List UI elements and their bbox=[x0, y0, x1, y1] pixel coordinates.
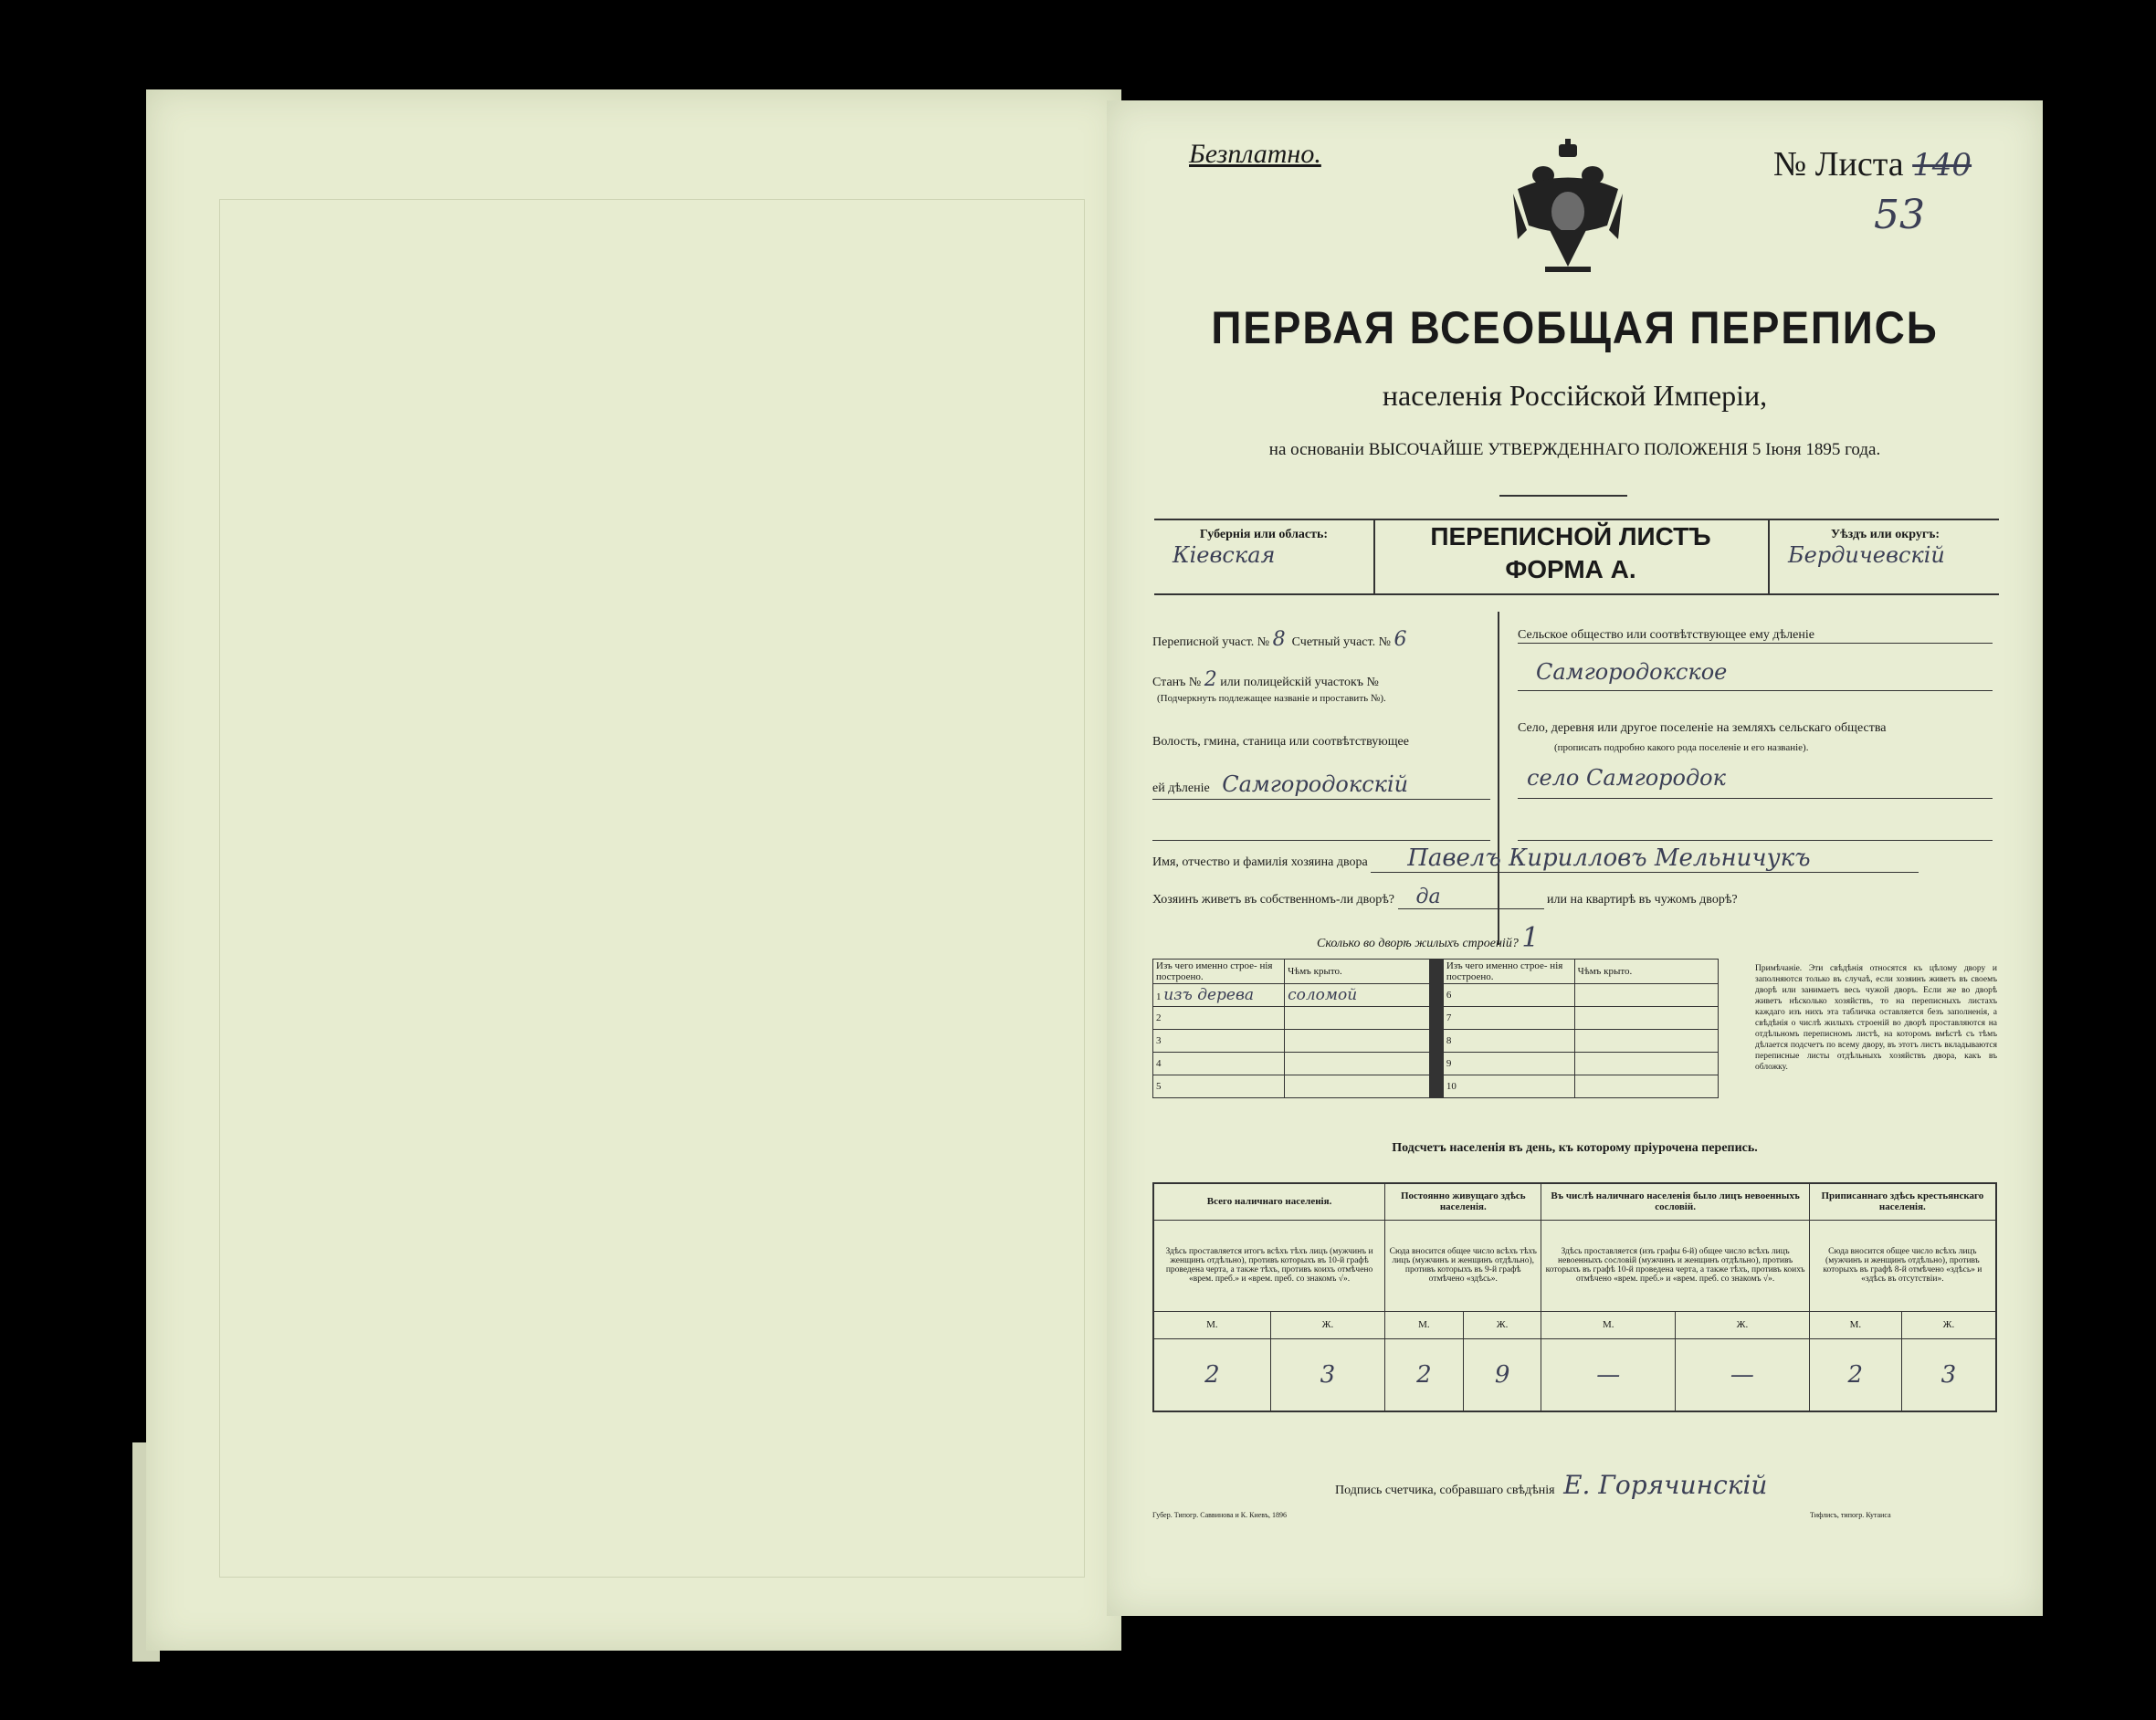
pop-values-row bbox=[1153, 1338, 1996, 1411]
census-title: ПЕРВАЯ ВСЕОБЩАЯ ПЕРЕПИСЬ bbox=[1211, 302, 1939, 353]
volost-value: Самгородокскій bbox=[1222, 771, 1409, 797]
volost-field: ей дѣленіе Самгородокскій bbox=[1152, 771, 1490, 800]
pop-total-f: 3 bbox=[1270, 1338, 1384, 1411]
uezd-value: Бердичевскій bbox=[1788, 542, 1945, 568]
uchastok-field: Переписной участ. № 8 Счетный участ. № 6 bbox=[1152, 628, 1407, 651]
pop-desc-permanent: Сюда вносится общее число всѣхъ тѣхъ лицъ (мужчинъ и женщинъ отдѣльно), противъ которыхъ въ 9-й графѣ отмѣчено «здѣсь». bbox=[1385, 1220, 1541, 1311]
material-header-2: Изъ чего именно строе- нія построено. bbox=[1443, 960, 1574, 984]
signature-value: Е. Горячинскій bbox=[1563, 1470, 1768, 1500]
sheet-number-label: № Листа 140 bbox=[1773, 145, 1972, 184]
roof-header-2: Чѣмъ крыто. bbox=[1574, 960, 1718, 984]
obshchestvo-label: Сельское общество или соотвѣтствующее ему дѣленіе bbox=[1518, 628, 1993, 644]
f-label: Ж. bbox=[1901, 1311, 1996, 1338]
pop-total-m: 2 bbox=[1153, 1338, 1270, 1411]
form-heading: ПЕРЕПИСНОЙ ЛИСТЪ bbox=[1430, 522, 1711, 551]
left-page-faint-frame bbox=[219, 199, 1085, 1578]
buildings-field: Сколько во дворѣ жилыхъ строеній? 1 bbox=[1317, 922, 1540, 954]
schet-value: 6 bbox=[1394, 628, 1407, 651]
population-title: Подсчетъ населенія въ день, къ которому пріурочена перепись. bbox=[1392, 1141, 1758, 1155]
pop-head-nonmilitary: Въ числѣ наличнаго населенія было лицъ невоенныхъ сословій. bbox=[1541, 1183, 1809, 1220]
uezd-cell bbox=[1768, 520, 2001, 593]
stan-field: Станъ № 2 или полицейскій участокъ № bbox=[1152, 668, 1379, 691]
selo-label: Село, деревня или другое поселеніе на земляхъ сельскаго общества bbox=[1518, 721, 1887, 735]
obshchestvo-field bbox=[1518, 659, 1993, 691]
pop-desc-nonmilitary: Здѣсь проставляется (изъ графы 6-й) общее число всѣхъ лицъ невоенныхъ сословій (мужчинъ и женщинъ отдѣльно), противъ которыхъ въ графѣ 10-й проведена черта, а также тѣхъ, противъ коихъ отмѣчено «врем. преб.» и «врем. преб. со знакомъ √». bbox=[1541, 1220, 1809, 1311]
pop-permanent-f: 9 bbox=[1463, 1338, 1541, 1411]
pop-head-total: Всего наличнаго населенія. bbox=[1153, 1183, 1385, 1220]
m-label: М. bbox=[1153, 1311, 1270, 1338]
m-label: М. bbox=[1809, 1311, 1901, 1338]
table-row: 3 8 bbox=[1153, 1030, 1719, 1053]
lives-field: Хозяинъ живетъ въ собственномъ-ли дворѣ? да или на квартирѣ въ чужомъ дворѣ? bbox=[1152, 886, 1738, 908]
gubernia-cell bbox=[1154, 520, 1375, 593]
pop-peasant-f: 3 bbox=[1901, 1338, 1996, 1411]
material-header: Изъ чего именно строе- нія построено. bbox=[1153, 960, 1285, 984]
census-form-page bbox=[1107, 100, 2043, 1616]
gubernia-value: Кіевская bbox=[1173, 542, 1276, 568]
double-headed-eagle-emblem bbox=[1509, 139, 1627, 276]
volost-label: Волость, гмина, станица или соотвѣтствующее bbox=[1152, 735, 1409, 749]
material-value: изъ дерева bbox=[1163, 986, 1255, 1004]
uchastok-value: 8 bbox=[1272, 628, 1286, 651]
uezd-label: Уѣздъ или округъ: bbox=[1830, 528, 1940, 541]
ornament-divider bbox=[1499, 495, 1627, 497]
obshchestvo-value: Самгородокское bbox=[1536, 659, 1728, 685]
pop-head-permanent: Постоянно живущаго здѣсь населенія. bbox=[1385, 1183, 1541, 1220]
footer-printer-right: Тифлисъ, типогр. Кутаиса bbox=[1810, 1511, 1891, 1519]
table-row: 1 изъ дерева соломой 6 bbox=[1153, 984, 1719, 1007]
form-header-box bbox=[1154, 519, 1999, 595]
footer-printer-left: Губер. Типогр. Саввинова и К. Киевъ, 1896 bbox=[1152, 1511, 1287, 1519]
roof-header: Чѣмъ крыто. bbox=[1285, 960, 1430, 984]
signature-field: Подпись счетчика, собравшаго свѣдѣнія Е. Горячинскій bbox=[1335, 1470, 1768, 1500]
pop-desc-total: Здѣсь проставляется итогъ всѣхъ тѣхъ лицъ (мужчинъ и женщинъ отдѣльно), противъ которыхъ въ 10-й графѣ проведена черта, а также тѣхъ, противъ коихъ отмѣчено «врем. преб.» и «врем. преб. со знакомъ √». bbox=[1153, 1220, 1385, 1311]
gubernia-label: Губернія или область: bbox=[1199, 528, 1329, 541]
pop-head-peasant: Приписаннаго здѣсь крестьянскаго населенія. bbox=[1809, 1183, 1996, 1220]
buildings-value: 1 bbox=[1521, 922, 1540, 954]
m-label: М. bbox=[1385, 1311, 1464, 1338]
free-label: Безплатно. bbox=[1189, 139, 1321, 169]
census-basis: на основаніи ВЫСОЧАЙШЕ УТВЕРЖДЕННАГО ПОЛОЖЕНІЯ 5 Іюня 1895 года. bbox=[1268, 440, 1881, 459]
owner-field: Имя, отчество и фамилія хозяина двора Павелъ Кирилловъ Мельничукъ bbox=[1152, 844, 1993, 873]
buildings-note: Примѣчаніе. Эти свѣдѣнія относятся къ цѣлому двору и заполняются только въ случаѣ, если хозяинъ живетъ въ своемъ дворѣ или занимаетъ весь чужой дворъ. Если же во дворѣ живетъ нѣсколько хозяйствъ, то на переписныхъ листахъ каждаго изъ нихъ эта табличка оставляется безъ заполненія, а свѣдѣнія о числѣ жилыхъ строеній во дворѣ проставляются на отдѣльномъ переписномъ листѣ, на которомъ вмѣстѣ съ тѣмъ дѣлается подсчетъ по всему двору, въ этотъ листъ вкладываются переписные листы отдѣльныхъ хозяйствъ двора, какъ въ обложку. bbox=[1755, 964, 1997, 1072]
pop-peasant-m: 2 bbox=[1809, 1338, 1901, 1411]
pop-nonmilitary-f: — bbox=[1676, 1338, 1810, 1411]
selo-note: (прописать подробно какого рода поселеніе и его названіе). bbox=[1554, 742, 1809, 753]
census-subtitle: населенія Россійской Имперіи, bbox=[1382, 379, 1768, 412]
selo-field bbox=[1518, 765, 1993, 799]
m-label: М. bbox=[1541, 1311, 1676, 1338]
lives-value: да bbox=[1398, 886, 1544, 909]
owner-value: Павелъ Кирилловъ Мельничукъ bbox=[1371, 844, 1919, 873]
table-row: 5 10 bbox=[1153, 1075, 1719, 1098]
left-page-blank bbox=[146, 89, 1121, 1651]
volost-blank-line bbox=[1152, 822, 1490, 841]
selo-blank-line bbox=[1518, 822, 1993, 841]
stan-value: 2 bbox=[1204, 668, 1217, 691]
f-label: Ж. bbox=[1270, 1311, 1384, 1338]
buildings-table bbox=[1152, 959, 1719, 1098]
sheet-number-handwritten: 53 bbox=[1874, 192, 1925, 238]
selo-value: село Самгородок bbox=[1527, 765, 1726, 791]
table-row: 2 7 bbox=[1153, 1007, 1719, 1030]
stan-note: (Подчеркнуть подлежащее названіе и проставить №). bbox=[1157, 693, 1386, 704]
roof-value: соломой bbox=[1288, 986, 1358, 1004]
pop-desc-peasant: Сюда вносится общее число всѣхъ лицъ (мужчинъ и женщинъ отдѣльно), противъ которыхъ въ графѣ 8-й отмѣчено «здѣсь» и «здѣсь въ отсутствіи». bbox=[1809, 1220, 1996, 1311]
pop-permanent-m: 2 bbox=[1385, 1338, 1464, 1411]
f-label: Ж. bbox=[1676, 1311, 1810, 1338]
f-label: Ж. bbox=[1463, 1311, 1541, 1338]
form-type: ФОРМА А. bbox=[1505, 555, 1636, 583]
table-row: 4 9 bbox=[1153, 1053, 1719, 1075]
population-table bbox=[1152, 1182, 1997, 1412]
pop-nonmilitary-m: — bbox=[1541, 1338, 1676, 1411]
